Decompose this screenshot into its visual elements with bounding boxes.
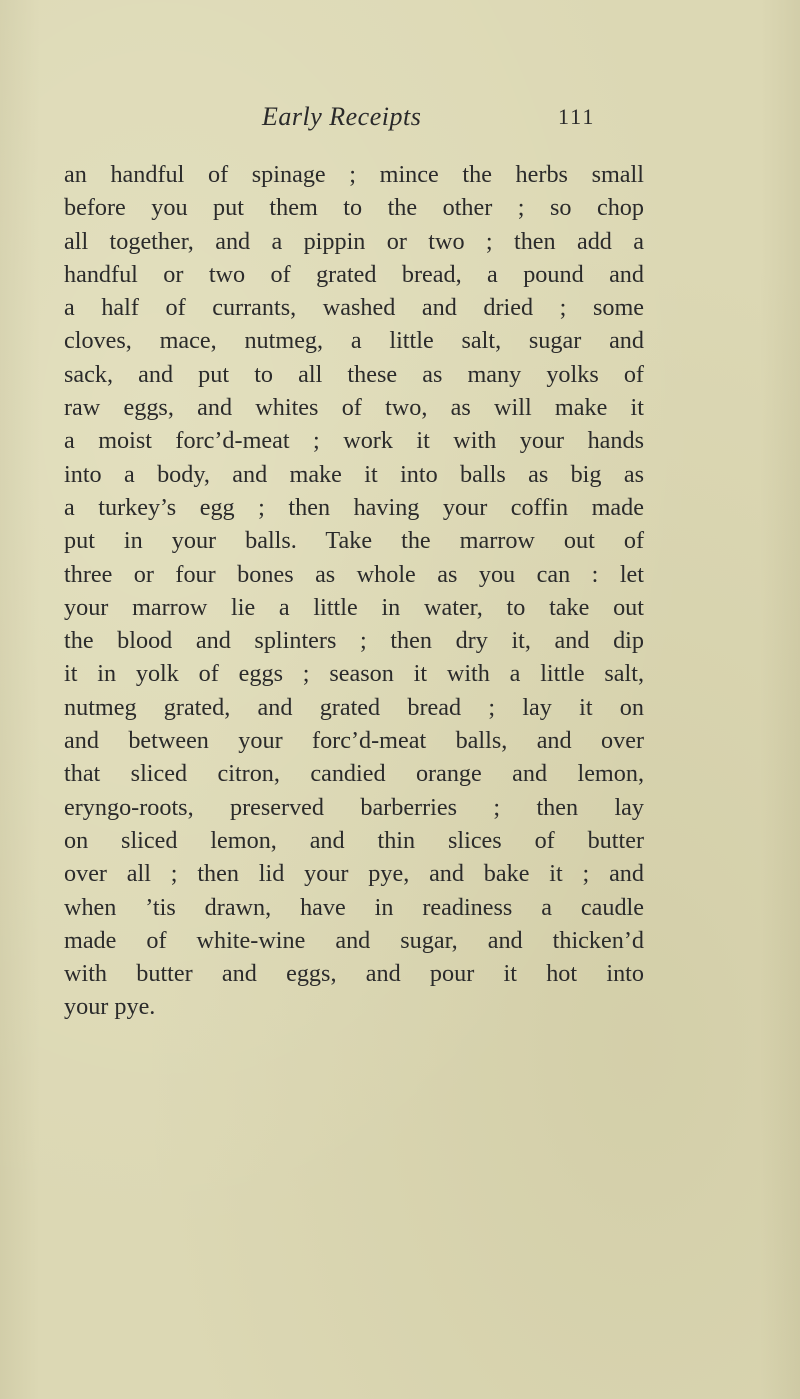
text-line: over all ; then lid your pye, and bake it ; and [64, 860, 644, 888]
text-line: a moist forc’d-meat ; work it with your hands [64, 427, 644, 455]
text-line: eryngo-roots, preserved barberries ; then lay [64, 793, 644, 821]
text-line: all together, and a pippin or two ; then add a [64, 227, 644, 255]
text-line: a turkey’s egg ; then having your coffin made [64, 493, 644, 521]
body-text [64, 158, 644, 1024]
text-line: sack, and put to all these as many yolks of [64, 360, 644, 388]
text-line: when ’tis drawn, have in readiness a caudle [64, 893, 644, 921]
text-line: put in your balls. Take the marrow out of [64, 527, 644, 555]
text-line: three or four bones as whole as you can : let [64, 560, 644, 588]
text-line: a half of currants, washed and dried ; some [64, 294, 644, 322]
text-line: cloves, mace, nutmeg, a little salt, sugar and [64, 327, 644, 355]
text-line: it in yolk of eggs ; season it with a little salt, [64, 660, 644, 688]
text-line: into a body, and make it into balls as big as [64, 460, 644, 488]
text-line: handful or two of grated bread, a pound and [64, 260, 644, 288]
running-head [0, 102, 800, 142]
text-line: an handful of spinage ; mince the herbs small [64, 161, 644, 188]
text-line: nutmeg grated, and grated bread ; lay it on [64, 693, 644, 721]
running-head-title: Early Receipts [262, 102, 422, 131]
text-line: with butter and eggs, and pour it hot into [64, 960, 644, 988]
text-line: raw eggs, and whites of two, as will make it [64, 394, 644, 422]
text-line: that sliced citron, candied orange and lemon, [64, 760, 644, 788]
text-line: before you put them to the other ; so chop [64, 194, 644, 222]
text-line: your marrow lie a little in water, to take out [64, 593, 644, 621]
text-line: made of white-wine and sugar, and thicken’d [64, 926, 644, 954]
text-line: and between your forc’d-meat balls, and over [64, 727, 644, 755]
page-number: 111 [558, 104, 596, 129]
text-line: on sliced lemon, and thin slices of butter [64, 826, 644, 854]
text-line-last: your pye. [64, 993, 156, 1021]
text-line: the blood and splinters ; then dry it, and dip [64, 627, 644, 655]
